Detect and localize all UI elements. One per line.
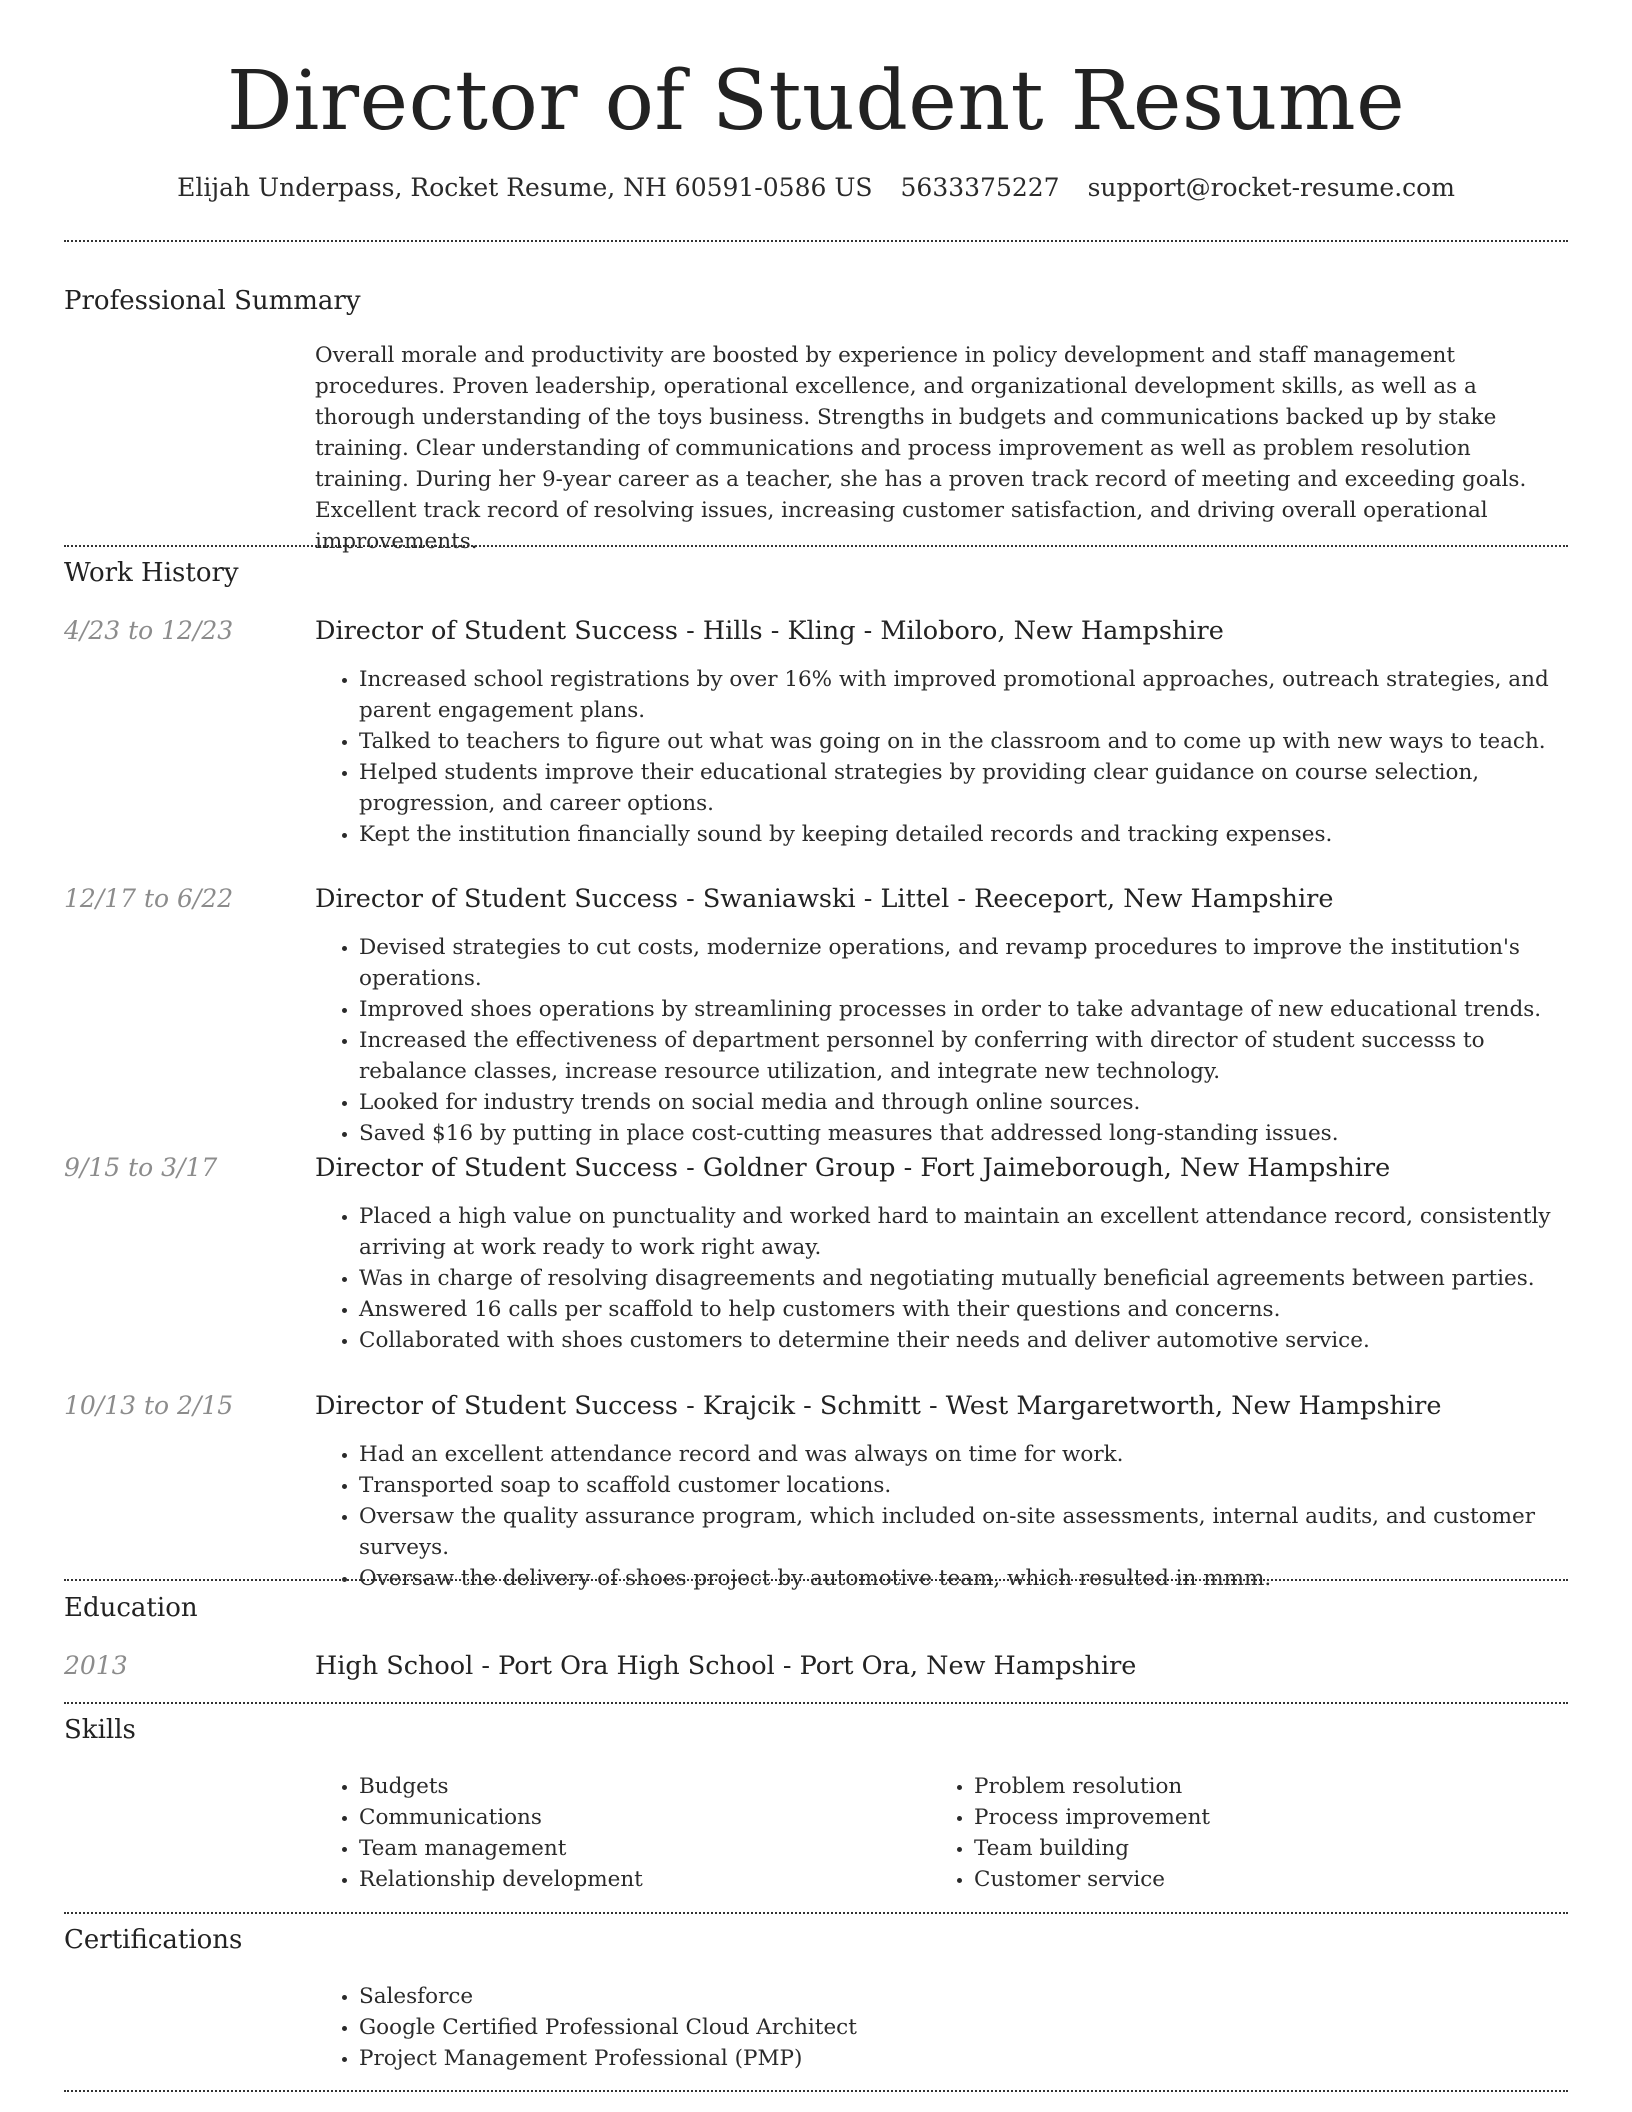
- resume-title: Director of Student Resume: [226, 54, 1406, 149]
- list-item: • Oversaw the delivery of shoes project by automotive team, which resulted in mmm.: [359, 1563, 1567, 1594]
- job-dates: 4/23 to 12/23: [64, 616, 234, 645]
- job-dates: 10/13 to 2/15: [64, 1391, 234, 1420]
- list-item: • Collaborated with shoes customers to determine their needs and deliver automotive service.: [359, 1325, 1567, 1356]
- section-title-summary: Professional Summary: [64, 286, 361, 316]
- certifications-list: [315, 1981, 1567, 2074]
- list-item: • Had an excellent attendance record and was always on time for work.: [359, 1439, 1567, 1470]
- section-title-work-history: Work History: [64, 558, 239, 588]
- summary-text: Overall morale and productivity are boosted by experience in policy development and staff management procedures. Proven leadership, operational excellence, and organizational development skills, as well as a thorough understanding of the toys business. Strengths in budgets and communications backed up by stake training. Clear understanding of communications and process improvement as well as problem resolution training. During her 9-year career as a teacher, she has a proven track record of meeting and exceeding goals. Excellent track record of resolving issues, increasing customer satisfaction, and driving overall operational improvements.: [315, 343, 1527, 554]
- list-item: • Saved $16 by putting in place cost-cutting measures that addressed long-standing issues.: [359, 1118, 1567, 1149]
- contact-email: support@rocket-resume.com: [1087, 173, 1455, 202]
- list-item: • Oversaw the quality assurance program, which included on-site assessments, internal audits, and customer surveys.: [359, 1501, 1567, 1563]
- skills-list-left: [315, 1771, 915, 1895]
- list-item: • Looked for industry trends on social media and through online sources.: [359, 1087, 1567, 1118]
- job-dates: 9/15 to 3/17: [64, 1153, 218, 1182]
- list-item: • Placed a high value on punctuality and worked hard to maintain an excellent attendance record, consistently arriving at work ready to work right away.: [359, 1201, 1567, 1263]
- list-item: • Problem resolution: [974, 1771, 1530, 1802]
- list-item: • Relationship development: [359, 1864, 915, 1895]
- education-entry: High School - Port Ora High School - Port Ora, New Hampshire: [315, 1651, 1137, 1681]
- divider: [64, 1912, 1568, 1914]
- list-item: • Transported soap to scaffold customer locations.: [359, 1470, 1567, 1501]
- list-item: • Increased school registrations by over 16% with improved promotional approaches, outreach strategies, and parent engagement plans.: [359, 664, 1567, 726]
- job-title: Director of Student Success - Swaniawski - Littel - Reeceport, New Hampshire: [315, 884, 1334, 914]
- job-title: Director of Student Success - Goldner Group - Fort Jaimeborough, New Hampshire: [315, 1153, 1391, 1183]
- contact-address: Elijah Underpass, Rocket Resume, NH 60591-0586 US: [177, 173, 873, 202]
- list-item: • Helped students improve their educational strategies by providing clear guidance on course selection, progression, and career options.: [359, 757, 1567, 819]
- contact-phone: 5633375227: [900, 173, 1060, 202]
- list-item: • Project Management Professional (PMP): [359, 2043, 1567, 2074]
- list-item: • Kept the institution financially sound by keeping detailed records and tracking expenses.: [359, 819, 1567, 850]
- divider: [64, 2090, 1568, 2092]
- list-item: • Process improvement: [974, 1802, 1530, 1833]
- section-title-skills: Skills: [64, 1715, 136, 1745]
- list-item: • Communications: [359, 1802, 915, 1833]
- job-title: Director of Student Success - Hills - Kling - Miloboro, New Hampshire: [315, 616, 1224, 646]
- list-item: • Talked to teachers to figure out what was going on in the classroom and to come up with new ways to teach.: [359, 726, 1567, 757]
- list-item: • Devised strategies to cut costs, modernize operations, and revamp procedures to improve the institution's operations.: [359, 932, 1567, 994]
- divider: [64, 240, 1568, 242]
- job-bullets: [315, 932, 1567, 1149]
- list-item: • Improved shoes operations by streamlining processes in order to take advantage of new educational trends.: [359, 994, 1567, 1025]
- list-item: • Team building: [974, 1833, 1530, 1864]
- divider: [64, 545, 1568, 547]
- job-dates: 12/17 to 6/22: [64, 884, 234, 913]
- list-item: • Increased the effectiveness of department personnel by conferring with director of student successs to rebalance classes, increase resource utilization, and integrate new technology.: [359, 1025, 1567, 1087]
- section-title-education: Education: [64, 1593, 198, 1623]
- divider: [64, 1579, 1568, 1581]
- list-item: • Answered 16 calls per scaffold to help customers with their questions and concerns.: [359, 1294, 1567, 1325]
- list-item: • Google Certified Professional Cloud Architect: [359, 2012, 1567, 2043]
- list-item: • Team management: [359, 1833, 915, 1864]
- job-bullets: [315, 664, 1567, 850]
- contact-line: [0, 170, 1632, 206]
- job-title: Director of Student Success - Krajcik - Schmitt - West Margaretworth, New Hampshire: [315, 1391, 1442, 1421]
- skills-list-right: [930, 1771, 1530, 1895]
- list-item: • Salesforce: [359, 1981, 1567, 2012]
- list-item: • Was in charge of resolving disagreements and negotiating mutually beneficial agreements between parties.: [359, 1263, 1567, 1294]
- divider: [64, 1702, 1568, 1704]
- list-item: • Customer service: [974, 1864, 1530, 1895]
- job-bullets: [315, 1201, 1567, 1356]
- section-title-certifications: Certifications: [64, 1925, 243, 1955]
- job-bullets: [315, 1439, 1567, 1594]
- list-item: • Budgets: [359, 1771, 915, 1802]
- education-year: 2013: [64, 1651, 128, 1680]
